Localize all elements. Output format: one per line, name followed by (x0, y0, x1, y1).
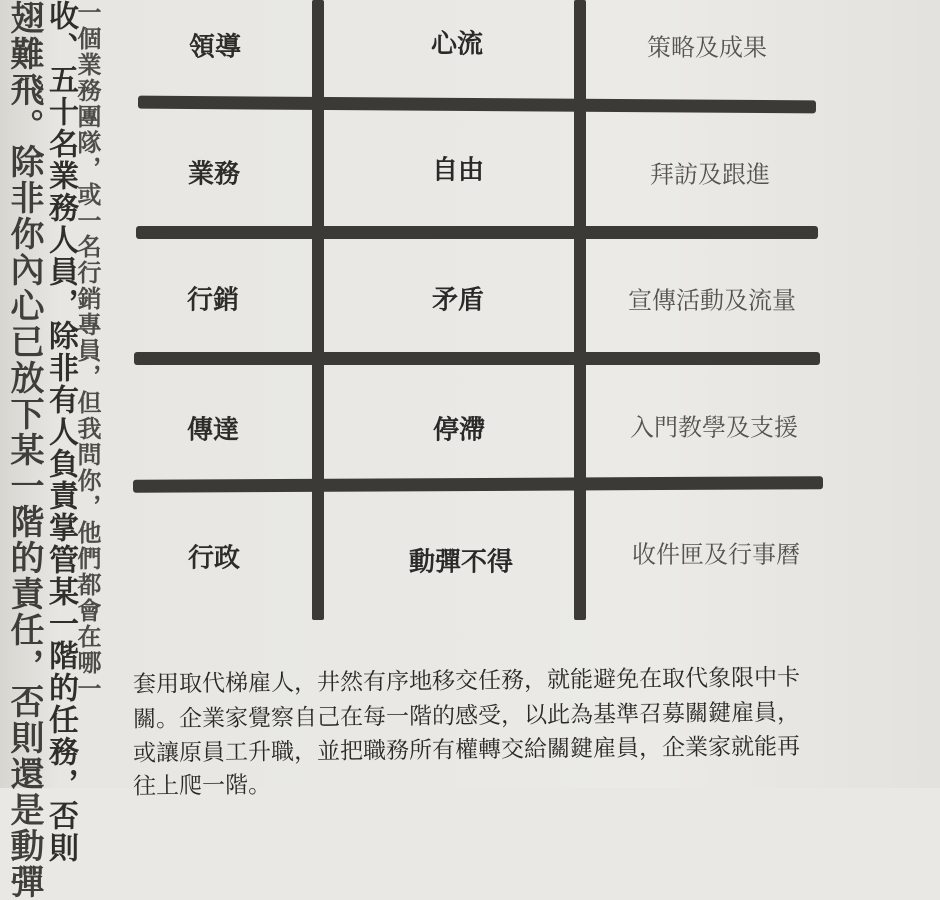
table-divider-vertical (574, 0, 586, 620)
paragraph-line: 關。企業家覺察自己在每一階的感受，以此為基準召募關鍵雇員， (132, 699, 801, 733)
table-cell-role: 行銷 (186, 285, 240, 316)
table-cell-activity: 宣傳活動及流量 (628, 286, 796, 315)
paragraph-line: 或讓原員工升職，並把職務所有權轉交給關鍵雇員，企業家就能再 (132, 733, 801, 767)
table-cell-activity: 入門教學及支援 (630, 413, 798, 442)
paragraph-line: 往上爬一階。 (132, 772, 272, 800)
table-divider-horizontal (134, 352, 820, 365)
table-cell-role: 傳達 (186, 415, 240, 446)
table-cell-state: 心流 (430, 29, 484, 60)
table-cell-activity: 拜訪及跟進 (650, 160, 770, 189)
table-cell-activity: 策略及成果 (647, 33, 767, 62)
table-cell-state: 動彈不得 (408, 547, 514, 578)
page-edge-text-column: 收、五十名業務人員，除非有人負責掌管某一階的任務，否則 (43, 0, 78, 864)
table-cell-role: 業務 (187, 159, 241, 190)
table-divider-horizontal (136, 226, 818, 239)
table-cell-state: 停滯 (432, 415, 486, 446)
table-cell-state: 自由 (431, 155, 485, 186)
paragraph-line: 套用取代梯雇人，井然有序地移交任務，就能避免在取代象限中卡 (132, 664, 801, 698)
table-cell-activity: 收件匣及行事曆 (632, 540, 800, 569)
page-edge-text-column: 一個業務團隊，或一名行銷專員，但我問你，他們都會在哪一 (73, 0, 102, 702)
table-cell-role: 領導 (188, 32, 242, 63)
page-edge-text-column: 翅難飛。除非你內心已放下某一階的責任，否則還是動彈 (4, 0, 44, 900)
table-cell-state: 矛盾 (431, 285, 485, 316)
table-divider-vertical (312, 0, 324, 620)
table-cell-role: 行政 (187, 543, 241, 574)
